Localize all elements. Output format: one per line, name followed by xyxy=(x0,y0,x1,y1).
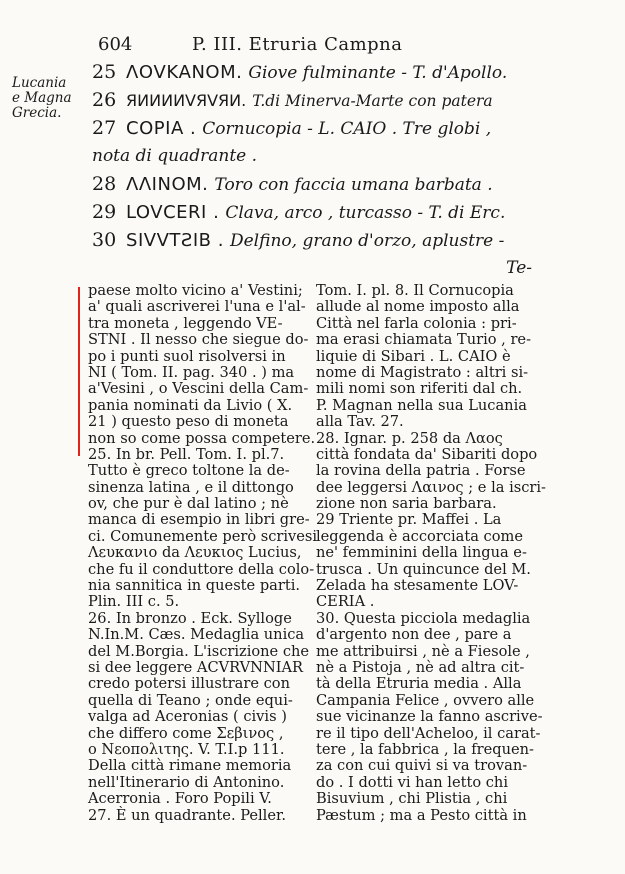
coin-entry xyxy=(92,114,562,142)
text-line: za con cui quivi si va trovan- xyxy=(316,757,528,775)
text-line: Bisuvium , chi Plistia , chi xyxy=(316,790,508,808)
text-line: che differo come Σεβινος , xyxy=(88,724,284,742)
text-line: non so come possa competere. xyxy=(88,429,316,447)
text-line: NI ( Tom. II. pag. 340 . ) ma xyxy=(88,363,295,381)
text-line: manca di esempio in libri gre- xyxy=(88,511,310,529)
text-line: P. Magnan nella sua Lucania xyxy=(316,396,527,414)
text-line: nell'Itinerario di Antonino. xyxy=(88,773,285,791)
text-line: ne' femminini della lingua e- xyxy=(316,544,527,562)
coin-entry xyxy=(92,226,562,254)
text-line: Città nel farla colonia : pri- xyxy=(316,314,517,332)
text-line: STNI . Il nesso che siegue do- xyxy=(88,331,309,349)
coin-legend-list xyxy=(92,58,562,282)
text-line: o Νεοπολιτης. V. T.I.p 111. xyxy=(88,740,285,758)
coin-entry xyxy=(92,198,562,226)
text-line: tere , la fabbrica , la frequen- xyxy=(316,740,534,758)
text-line: 21 ) questo peso di moneta xyxy=(88,413,289,431)
entry-legend: SIVVTƧIB . xyxy=(126,230,224,251)
text-line: alla Tav. 27. xyxy=(316,413,404,431)
entry-number: 29 xyxy=(92,201,117,223)
text-line: paese molto vicino a' Vestini; xyxy=(88,282,303,299)
text-line: nome di Magistrato : altri si- xyxy=(316,363,529,381)
text-line: zione non saria barbara. xyxy=(316,495,497,513)
text-line: ma erasi chiamata Turio , re- xyxy=(316,331,531,349)
text-line: tra moneta , leggendo VE- xyxy=(88,314,283,332)
text-line: quella di Teano ; onde equi- xyxy=(88,691,293,709)
entry-continuation: Te- xyxy=(506,258,532,278)
margin-marker-bar xyxy=(78,287,80,456)
text-line: trusca . Un quincunce del M. xyxy=(316,560,531,578)
text-line: 25. In br. Pell. Tom. I. pl.7. xyxy=(88,445,285,463)
margin-note xyxy=(12,76,84,121)
entry-number: 26 xyxy=(92,89,117,111)
text-line: tà della Etruria media . Alla xyxy=(316,675,522,693)
text-line: credo potersi illustrare con xyxy=(88,675,290,693)
text-line: 30. Questa picciola medaglia xyxy=(316,609,531,627)
text-line: leggenda è accorciata come xyxy=(316,527,523,545)
text-line: sinenza latina , e il dittongo xyxy=(88,478,294,496)
text-line: 26. In bronzo . Eck. Sylloge xyxy=(88,609,292,627)
text-line: allude al nome imposto alla xyxy=(316,298,520,316)
text-line: N.In.M. Cæs. Medaglia unica xyxy=(88,626,305,644)
text-line: ci. Comunemente però scrivesi xyxy=(88,527,318,545)
entry-continuation: nota di quadrante . xyxy=(92,146,258,166)
text-line: nè a Pistoja , nè ad altra cit- xyxy=(316,658,525,676)
text-line: sue vicinanze la fanno ascrive- xyxy=(316,708,543,726)
entry-legend: LOVCERI . xyxy=(126,202,220,223)
text-line: re il tipo dell'Acheloo, il carat- xyxy=(316,724,541,742)
entry-description: Toro con faccia umana barbata . xyxy=(214,175,493,195)
text-line: pania nominati da Livio ( X. xyxy=(88,396,293,414)
entry-description: Clava, arco , turcasso - T. di Erc. xyxy=(225,203,506,223)
entry-number: 25 xyxy=(92,61,117,83)
entry-number: 27 xyxy=(92,117,117,139)
entry-description: Cornucopia - L. CAIO . Tre globi , xyxy=(202,119,492,139)
text-line: Tom. I. pl. 8. Il Cornucopia xyxy=(316,282,514,299)
text-line: Pæstum ; ma a Pesto città in xyxy=(316,806,527,824)
text-line: liquie di Sibari . L. CAIO è xyxy=(316,347,511,365)
coin-entry xyxy=(92,58,562,86)
text-line: Plin. III c. 5. xyxy=(88,593,180,611)
text-line: del M.Borgia. L'iscrizione che xyxy=(88,642,310,660)
text-line: me attribuirsi , nè a Fiesole , xyxy=(316,642,530,660)
text-line: a'Vesini , o Vescini della Cam- xyxy=(88,380,309,398)
entry-description: Delfino, grano d'orzo, aplustre - xyxy=(229,231,505,251)
text-line: valga ad Aceronias ( civis ) xyxy=(88,708,287,726)
entry-number: 28 xyxy=(92,173,117,195)
text-line: 28. Ignar. p. 258 da Λαος xyxy=(316,429,503,447)
margin-note-line: Lucania xyxy=(12,75,67,91)
text-line: a' quali ascriverei l'una e l'al- xyxy=(88,298,306,316)
page-number: 604 xyxy=(98,34,133,55)
text-line: Λευκανιο da Λευκιος Lucius, xyxy=(88,544,302,562)
text-line: che fu il conduttore della colo- xyxy=(88,560,315,578)
text-line: d'argento non dee , pare a xyxy=(316,626,512,644)
entry-description: Giove fulminante - T. d'Apollo. xyxy=(248,63,508,83)
text-line: si dee leggere ACVRVNNIAR xyxy=(88,658,304,676)
coin-entry xyxy=(92,170,562,198)
margin-note-line: Grecia. xyxy=(12,105,62,121)
coin-entry xyxy=(92,86,562,114)
text-line: 27. È un quadrante. Peller. xyxy=(88,806,286,824)
entry-legend: ЯИИИИVЯVЯИ. xyxy=(126,91,247,110)
text-line: ov, che pur è dal latino ; nè xyxy=(88,495,289,513)
text-line: do . I dotti vi han letto chi xyxy=(316,773,508,791)
entry-legend: COPIA . xyxy=(126,118,197,139)
text-line: la rovina della patria . Forse xyxy=(316,462,526,480)
text-line: Della città rimane memoria xyxy=(88,757,292,775)
commentary-right-column xyxy=(316,283,546,824)
text-line: Acerronia . Foro Popili V. xyxy=(88,790,272,808)
text-line: mili nomi son riferiti dal ch. xyxy=(316,380,523,398)
margin-note-line: e Magna xyxy=(12,90,72,106)
text-line: Tutto è greco toltone la de- xyxy=(88,462,290,480)
text-line: CERIA . xyxy=(316,593,375,611)
entry-legend: ΛΛΙΝΟΜ. xyxy=(126,174,209,195)
page-header xyxy=(98,34,518,58)
commentary-left-column xyxy=(88,282,318,824)
text-line: Zelada ha stesamente LOV- xyxy=(316,577,519,595)
text-line: po i punti suol risolversi in xyxy=(88,347,286,365)
entry-description: T.di Minerva-Marte con patera xyxy=(252,92,493,110)
text-line: città fondata da' Sibariti dopo xyxy=(316,445,538,463)
text-line: nia sannitica in queste parti. xyxy=(88,577,301,595)
running-title: P. III. Etruria Campna xyxy=(192,34,403,55)
entry-number: 30 xyxy=(92,229,117,251)
entry-legend: ΛΟVΚΑΝΟΜ. xyxy=(126,62,243,83)
text-line: dee leggersi Λαινος ; e la iscri- xyxy=(316,478,546,496)
text-line: Campania Felice , ovvero alle xyxy=(316,691,535,709)
text-line: 29 Triente pr. Maffei . La xyxy=(316,511,502,529)
